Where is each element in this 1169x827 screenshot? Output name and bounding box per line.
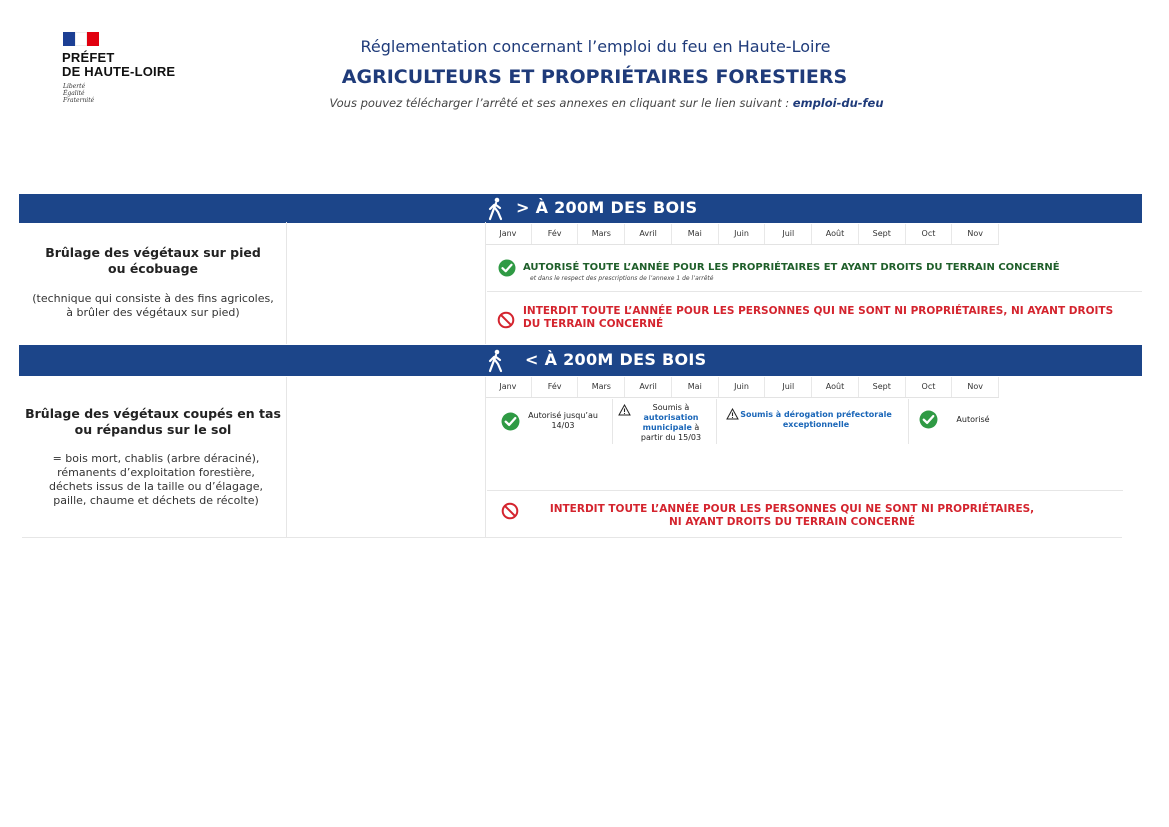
section1-forbidden-line2: DU TERRAIN CONCERNÉ xyxy=(523,318,664,330)
period-municipal-authorisation xyxy=(630,403,712,443)
section1-forbidden-line1: INTERDIT TOUTE L’ANNÉE POUR LES PERSONNES QUI NE SONT NI PROPRIÉTAIRES, NI AYANT DROITS xyxy=(523,305,1114,317)
page-subtitle: AGRICULTEURS ET PROPRIÉTAIRES FORESTIERS xyxy=(341,66,848,88)
pedestrian-icon xyxy=(487,197,505,221)
period2-line3b: à xyxy=(691,423,700,432)
divider xyxy=(487,490,1123,491)
month-label: Juil xyxy=(765,224,812,244)
months-header-2 xyxy=(485,377,999,398)
period1-line2: 14/03 xyxy=(551,421,575,430)
month-label: Janv xyxy=(485,377,532,397)
month-label: Janv xyxy=(485,224,532,244)
period1-line1: Autorisé jusqu’au xyxy=(528,411,598,420)
period-prefectoral-derogation xyxy=(740,410,892,430)
motto-liberte: Liberté xyxy=(63,83,86,90)
section1-allowed-text: AUTORISÉ TOUTE L’ANNÉE POUR LES PROPRIÉTAIRES ET AYANT DROITS DU TERRAIN CONCERNÉ xyxy=(523,262,1060,273)
band-label: > À 200M DES BOIS xyxy=(516,198,698,217)
section1-desc-line2: à brûler des végétaux sur pied) xyxy=(66,306,240,319)
check-circle-icon xyxy=(498,259,516,277)
pedestrian-icon xyxy=(487,349,505,373)
month-label: Nov xyxy=(952,377,999,397)
section2-title xyxy=(22,406,284,438)
divider xyxy=(487,291,1142,292)
download-link[interactable]: emploi-du-feu xyxy=(792,96,884,110)
period3-line1: Soumis à dérogation préfectorale xyxy=(740,410,892,419)
section1-title-line1: Brûlage des végétaux sur pied xyxy=(45,245,261,260)
divider xyxy=(286,377,287,537)
period-allowed-until xyxy=(522,411,604,431)
section1-allowed-note: et dans le respect des prescriptions de l’annexe 1 de l’arrêté xyxy=(530,275,714,282)
month-label: Avril xyxy=(625,224,672,244)
month-label: Nov xyxy=(952,224,999,244)
month-label: Oct xyxy=(906,377,953,397)
section2-forbidden-line1: INTERDIT TOUTE L’ANNÉE POUR LES PERSONNES QUI NE SONT NI PROPRIÉTAIRES, xyxy=(549,503,1035,515)
period2-line1: Soumis à xyxy=(652,403,690,412)
divider xyxy=(612,399,613,444)
divider xyxy=(485,222,486,344)
month-label: Juil xyxy=(765,377,812,397)
section2-desc-line: rémanents d’exploitation forestière, xyxy=(57,466,255,479)
section1-desc-line1: (technique qui consiste à des fins agricoles, xyxy=(32,292,274,305)
divider xyxy=(485,377,486,537)
download-line xyxy=(0,96,1169,110)
month-label: Août xyxy=(812,224,859,244)
month-label: Oct xyxy=(906,224,953,244)
month-label: Août xyxy=(812,377,859,397)
divider xyxy=(908,399,909,444)
prefet-line1: PRÉFET xyxy=(62,50,115,65)
period2-line2: autorisation xyxy=(643,413,699,422)
section2-title-line1: Brûlage des végétaux coupés en tas xyxy=(25,406,281,421)
month-label: Avril xyxy=(625,377,672,397)
section1-title-line2: ou écobuage xyxy=(107,261,199,276)
section1-description xyxy=(22,292,284,320)
section2-desc-line: = bois mort, chablis (arbre déraciné), xyxy=(52,452,260,465)
page-title: Réglementation concernant l’emploi du feu en Haute-Loire xyxy=(360,37,831,56)
months-header-1 xyxy=(485,224,999,245)
month-label: Mai xyxy=(672,377,719,397)
forbidden-icon xyxy=(497,311,515,329)
section2-description xyxy=(22,452,290,508)
month-label: Fév xyxy=(532,377,579,397)
band-label: < À 200M DES BOIS xyxy=(525,350,707,369)
period2-line4: partir du 15/03 xyxy=(640,433,702,442)
section2-forbidden-line2: NI AYANT DROITS DU TERRAIN CONCERNÉ xyxy=(668,516,916,528)
download-text: Vous pouvez télécharger l’arrêté et ses annexes en cliquant sur le lien suivant : xyxy=(329,96,793,110)
band-beyond-200m xyxy=(19,194,1142,223)
month-label: Juin xyxy=(719,224,766,244)
section1-title xyxy=(22,245,284,277)
period3-line2: exceptionnelle xyxy=(782,420,850,429)
section2-title-line2: ou répandus sur le sol xyxy=(74,422,232,437)
check-circle-icon xyxy=(501,412,520,431)
month-label: Juin xyxy=(719,377,766,397)
divider xyxy=(286,222,287,344)
forbidden-icon xyxy=(501,502,519,520)
motto-egalite: Égalité xyxy=(63,90,85,97)
section2-forbidden-text xyxy=(520,503,1064,529)
divider xyxy=(716,399,717,444)
month-label: Fév xyxy=(532,224,579,244)
period-allowed: Autorisé xyxy=(956,415,990,424)
month-label: Mars xyxy=(578,377,625,397)
warning-icon xyxy=(726,408,739,420)
divider xyxy=(22,537,1122,538)
motto-fraternite: Fraternité xyxy=(63,97,95,104)
month-label: Sept xyxy=(859,224,906,244)
check-circle-icon xyxy=(919,410,938,429)
section1-forbidden-text xyxy=(523,305,1113,331)
band-within-200m xyxy=(19,345,1142,376)
prefet-line2: DE HAUTE-LOIRE xyxy=(62,64,176,79)
section2-desc-line: déchets issus de la taille ou d’élagage, xyxy=(48,480,264,493)
period2-line3: municipale xyxy=(642,423,692,432)
month-label: Mai xyxy=(672,224,719,244)
section2-desc-line: paille, chaume et déchets de récolte) xyxy=(53,494,259,507)
month-label: Mars xyxy=(578,224,625,244)
month-label: Sept xyxy=(859,377,906,397)
